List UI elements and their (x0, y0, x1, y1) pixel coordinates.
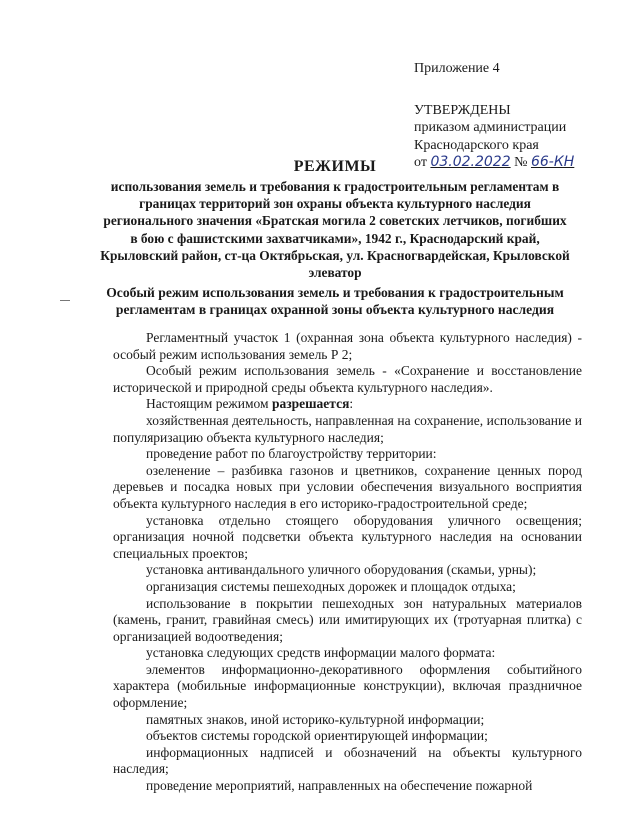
approval-block (414, 60, 614, 172)
number-label: № (514, 155, 528, 170)
document-body (113, 330, 582, 795)
approval-order-line: приказом администрации (414, 120, 567, 135)
handwritten-number: 66-КН (530, 154, 575, 170)
body-paragraph: установка антивандального уличного оборудования (скамьи, урны); (146, 562, 537, 578)
section-heading: Особый режим использования земель и требования к градостроительным регламентам в границах охранной зоны объекта культурного наследия (106, 285, 564, 318)
from-label: от (414, 155, 427, 170)
body-paragraph: установка отдельно стоящего оборудования уличного освещения; организация ночной подсветки объекта культурного наследия на основании специальных проектов; (113, 512, 582, 561)
document-title: РЕЖИМЫ (293, 158, 377, 175)
body-paragraph: памятных знаков, иной историко-культурной информации; (146, 711, 485, 727)
handwritten-date: 03.02.2022 (430, 154, 511, 170)
body-paragraph: установка следующих средств информации малого формата: (146, 645, 496, 661)
permitted-lead: Настоящим режимом (146, 396, 272, 412)
body-paragraph: организация системы пешеходных дорожек и площадок отдыха; (146, 578, 516, 594)
body-paragraph: элементов информационно-декоративного оформления событийного характера (мобильные информационные конструкции), включая праздничное оформление; (113, 661, 582, 711)
body-paragraph: информационных надписей и обозначений на объекты культурного наследия; (113, 744, 582, 777)
permitted-emphasis: разрешается (271, 396, 350, 412)
body-paragraph: озеленение – разбивка газонов и цветников, сохранение ценных пород деревьев и посадка новых при условии обеспечения визуального восприятия объекта культурного наследия в его историко-градостроительной среде; (113, 462, 582, 511)
body-paragraph: использование в покрытии пешеходных зон натуральных материалов (камень, гранит, гравийная смесь) или имитирующих их (тротуарная плитка) с организацией водоотведения; (113, 595, 582, 644)
approved-label: УТВЕРЖДЕНЫ (414, 102, 511, 118)
document-subtitle: использования земель и требования к градостроительным регламентам в границах территорий зон охраны объекта культурного наследия регионального значения «Братская могила 2 советских летчиков, погибших в бою с фашистскими захватчиками», 1942 г., Краснодарский край, Крыловский район, ст-ца Октябрьская, ул. Красногвардейская, Крыловской элеватор (100, 179, 570, 281)
body-paragraph: Особый режим использования земель - «Сохранение и восстановление исторической и природной среды объекта культурного наследия». (113, 363, 582, 395)
permitted-tail: : (349, 396, 354, 412)
appendix-label: Приложение 4 (414, 61, 500, 76)
body-paragraph: хозяйственная деятельность, направленная на сохранение, использование и популяризацию объекта культурного наследия; (113, 412, 582, 445)
body-paragraph: объектов системы городской ориентирующей информации; (146, 728, 488, 744)
body-paragraph: проведение мероприятий, направленных на обеспечение пожарной (146, 778, 533, 794)
body-paragraph: проведение работ по благоустройству территории: (146, 446, 437, 462)
margin-mark (60, 300, 70, 301)
body-paragraph: Регламентный участок 1 (охранная зона объекта культурного наследия) - особый режим использования земель Р 2; (113, 330, 582, 362)
approval-region-line: Краснодарского края (414, 137, 539, 153)
permitted-paragraph (113, 396, 582, 413)
